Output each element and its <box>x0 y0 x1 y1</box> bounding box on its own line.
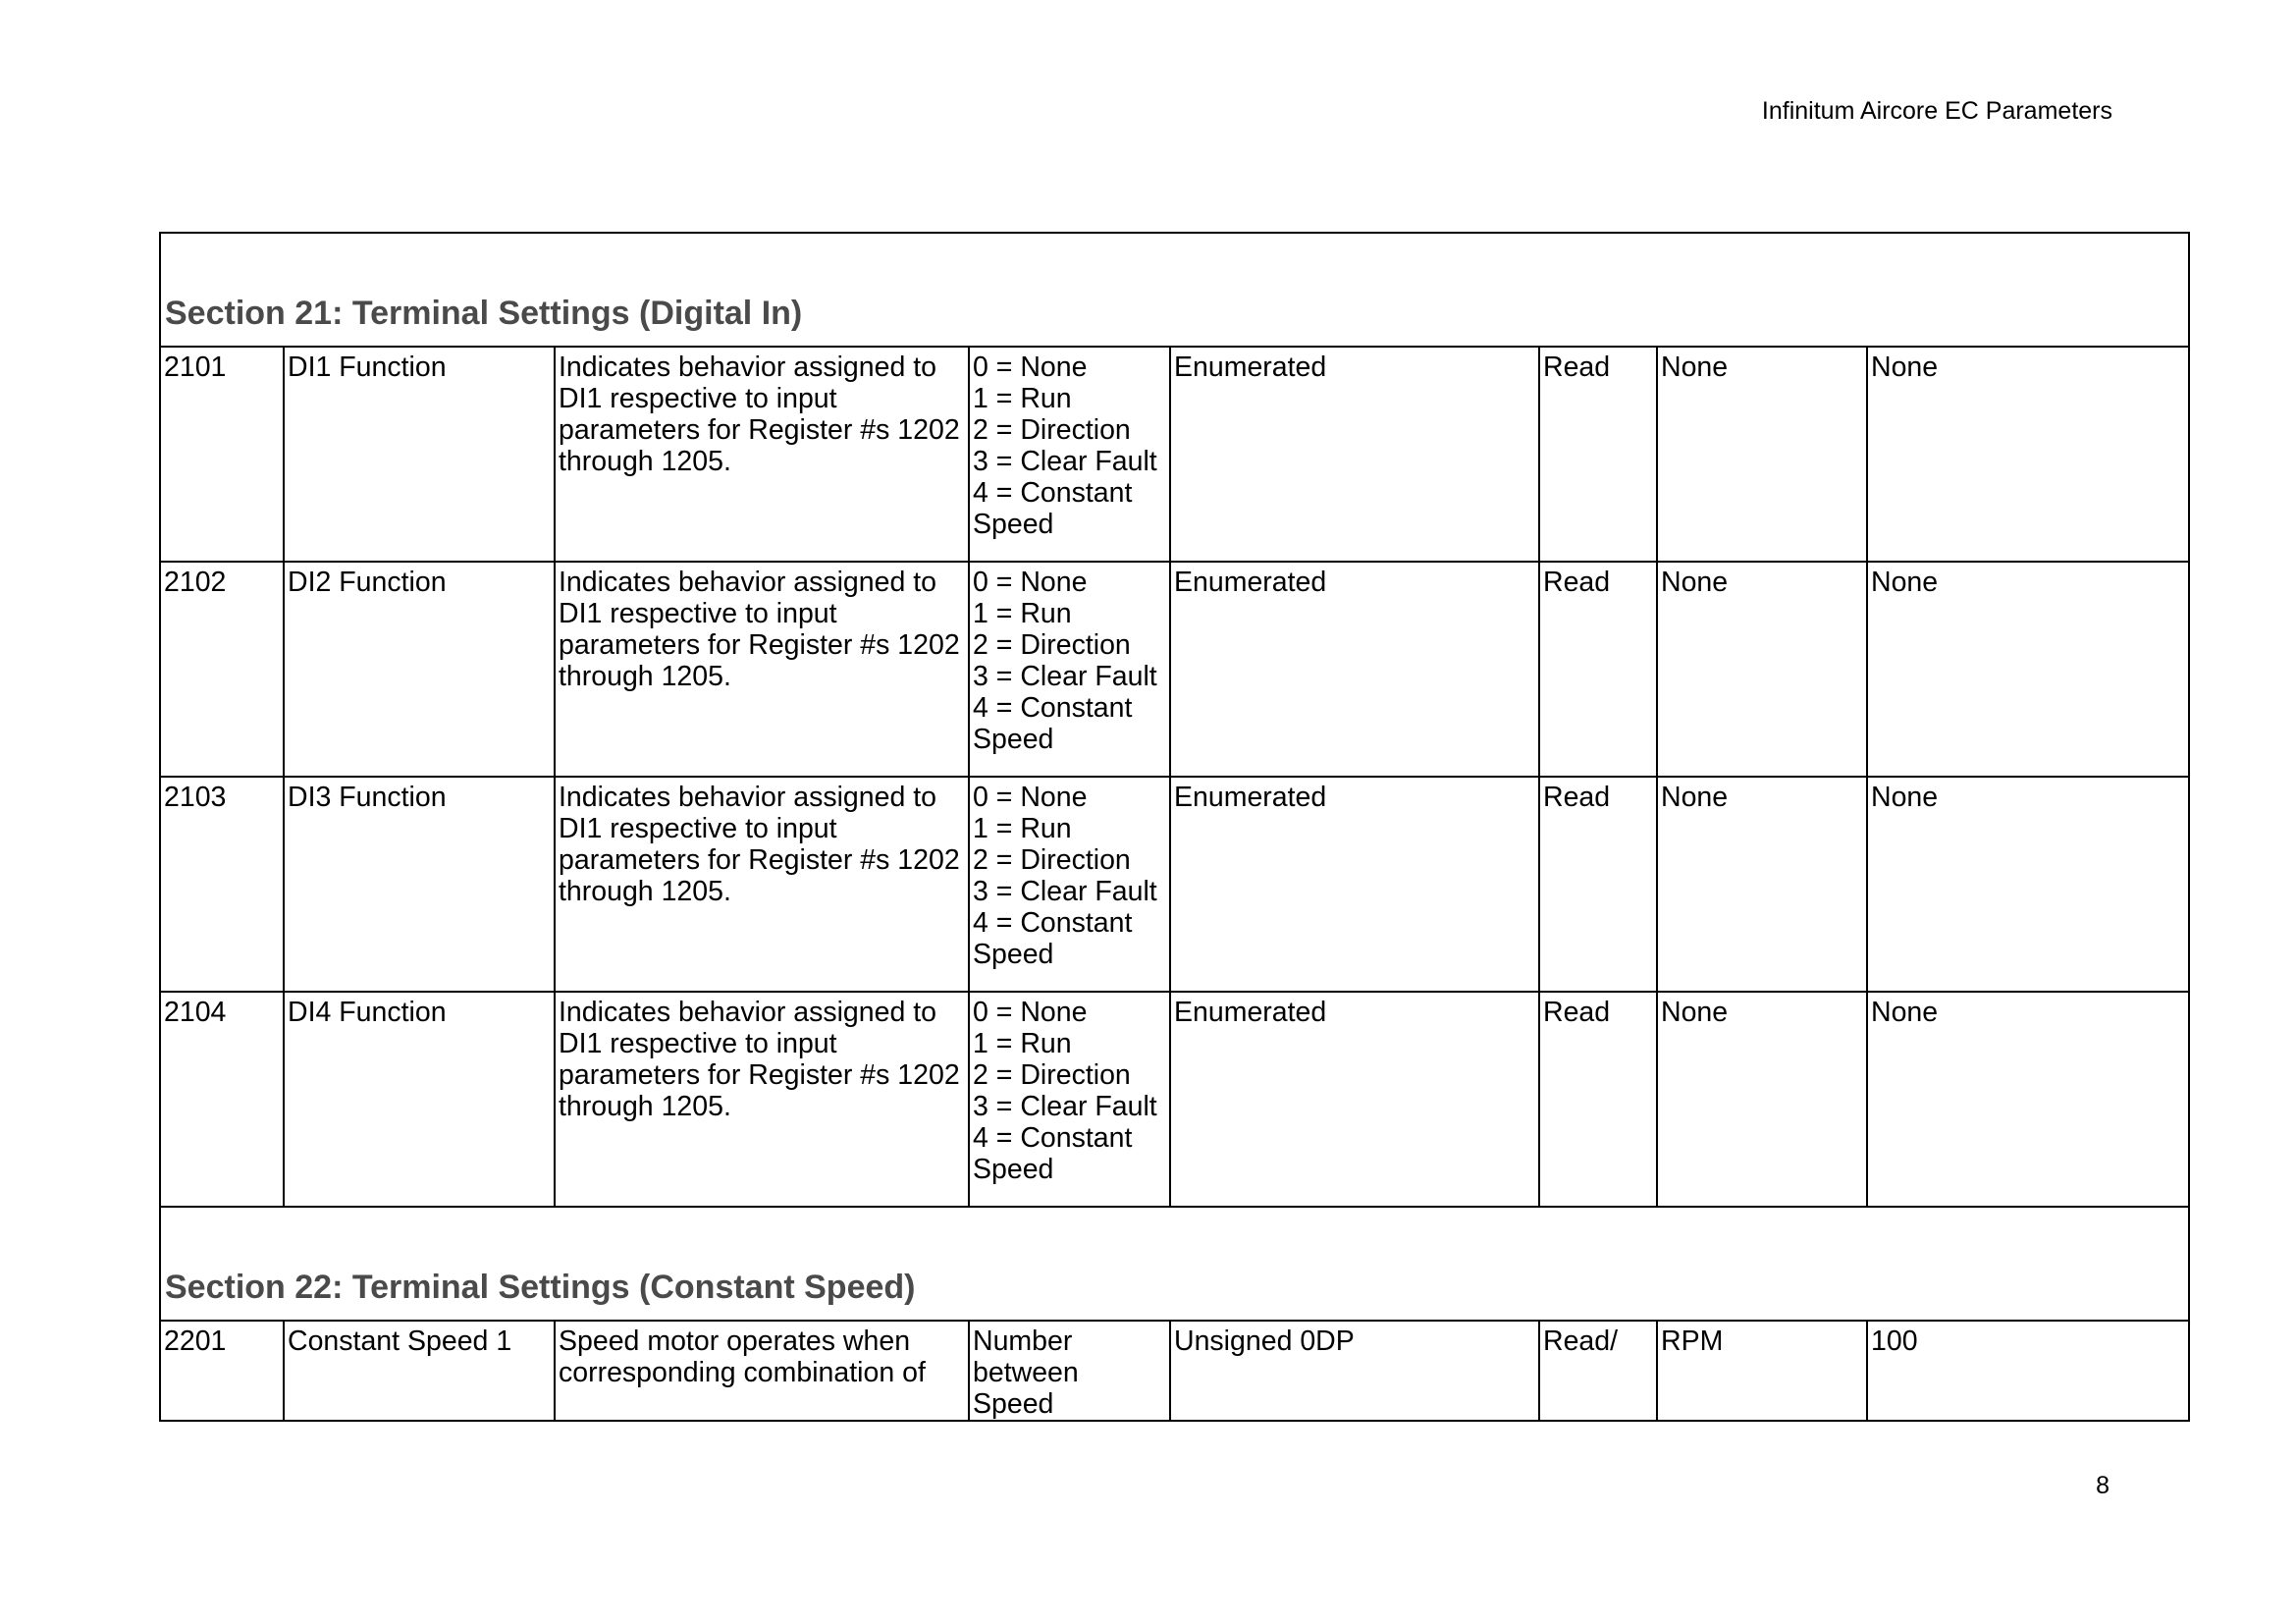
page-header-title: Infinitum Aircore EC Parameters <box>1761 97 2112 125</box>
value-option: 4 = Constant Speed <box>973 907 1133 970</box>
value-option: 0 = None <box>973 352 1088 383</box>
section-title: Section 21: Terminal Settings (Digital In) <box>160 233 2189 347</box>
value-option: 0 = None <box>973 782 1088 813</box>
register-cell: 2103 <box>160 777 284 992</box>
access-cell: Read <box>1539 347 1657 562</box>
name-cell: Constant Speed 1 <box>284 1321 555 1421</box>
value-option: 2 = Direction <box>973 1059 1131 1091</box>
values-cell <box>969 562 1170 777</box>
values-cell <box>969 347 1170 562</box>
access-cell: Read <box>1539 992 1657 1207</box>
value-option: 1 = Run <box>973 813 1072 844</box>
units-cell: None <box>1657 992 1867 1207</box>
values-cell <box>969 777 1170 992</box>
default-cell: 100 <box>1867 1321 2189 1421</box>
value-option: 1 = Run <box>973 1028 1072 1059</box>
register-cell: 2102 <box>160 562 284 777</box>
table-row <box>160 562 2189 777</box>
register-cell: 2201 <box>160 1321 284 1421</box>
name-cell: DI1 Function <box>284 347 555 562</box>
page-number: 8 <box>2096 1472 2109 1499</box>
units-cell: RPM <box>1657 1321 1867 1421</box>
value-option: 4 = Constant Speed <box>973 1122 1133 1185</box>
section-header-row <box>160 1207 2189 1321</box>
units-cell: None <box>1657 347 1867 562</box>
value-option: 1 = Run <box>973 383 1072 414</box>
value-option: 4 = Constant Speed <box>973 477 1133 540</box>
description-cell: Indicates behavior assigned to DI1 respective to input parameters for Register #s 1202 through 1205. <box>555 347 969 562</box>
access-cell: Read/ <box>1539 1321 1657 1421</box>
name-cell: DI4 Function <box>284 992 555 1207</box>
description-cell: Indicates behavior assigned to DI1 respective to input parameters for Register #s 1202 through 1205. <box>555 562 969 777</box>
type-cell: Unsigned 0DP <box>1170 1321 1539 1421</box>
access-cell: Read <box>1539 562 1657 777</box>
description-cell: Indicates behavior assigned to DI1 respective to input parameters for Register #s 1202 through 1205. <box>555 992 969 1207</box>
units-cell: None <box>1657 777 1867 992</box>
value-option: 3 = Clear Fault <box>973 661 1157 692</box>
value-option: 0 = None <box>973 567 1088 598</box>
default-cell: None <box>1867 347 2189 562</box>
table-row <box>160 347 2189 562</box>
default-cell: None <box>1867 777 2189 992</box>
value-option: 3 = Clear Fault <box>973 446 1157 477</box>
default-cell: None <box>1867 562 2189 777</box>
type-cell: Enumerated <box>1170 347 1539 562</box>
table-row <box>160 777 2189 992</box>
values-cell <box>969 1321 1170 1421</box>
value-option: 2 = Direction <box>973 844 1131 876</box>
description-cell: Speed motor operates when corresponding combination of <box>555 1321 969 1421</box>
type-cell: Enumerated <box>1170 777 1539 992</box>
value-option: Number between Speed <box>973 1325 1079 1420</box>
values-cell <box>969 992 1170 1207</box>
register-cell: 2101 <box>160 347 284 562</box>
access-cell: Read <box>1539 777 1657 992</box>
value-option: 3 = Clear Fault <box>973 1091 1157 1122</box>
value-option: 2 = Direction <box>973 414 1131 446</box>
value-option: 3 = Clear Fault <box>973 876 1157 907</box>
type-cell: Enumerated <box>1170 562 1539 777</box>
value-option: 0 = None <box>973 997 1088 1028</box>
value-option: 4 = Constant Speed <box>973 692 1133 755</box>
section-title: Section 22: Terminal Settings (Constant Speed) <box>160 1207 2189 1321</box>
name-cell: DI3 Function <box>284 777 555 992</box>
value-option: 1 = Run <box>973 598 1072 629</box>
description-cell: Indicates behavior assigned to DI1 respective to input parameters for Register #s 1202 through 1205. <box>555 777 969 992</box>
type-cell: Enumerated <box>1170 992 1539 1207</box>
table-row <box>160 992 2189 1207</box>
value-option: 2 = Direction <box>973 629 1131 661</box>
table-row <box>160 1321 2189 1421</box>
units-cell: None <box>1657 562 1867 777</box>
name-cell: DI2 Function <box>284 562 555 777</box>
parameters-table <box>159 232 2190 1422</box>
default-cell: None <box>1867 992 2189 1207</box>
register-cell: 2104 <box>160 992 284 1207</box>
section-header-row <box>160 233 2189 347</box>
